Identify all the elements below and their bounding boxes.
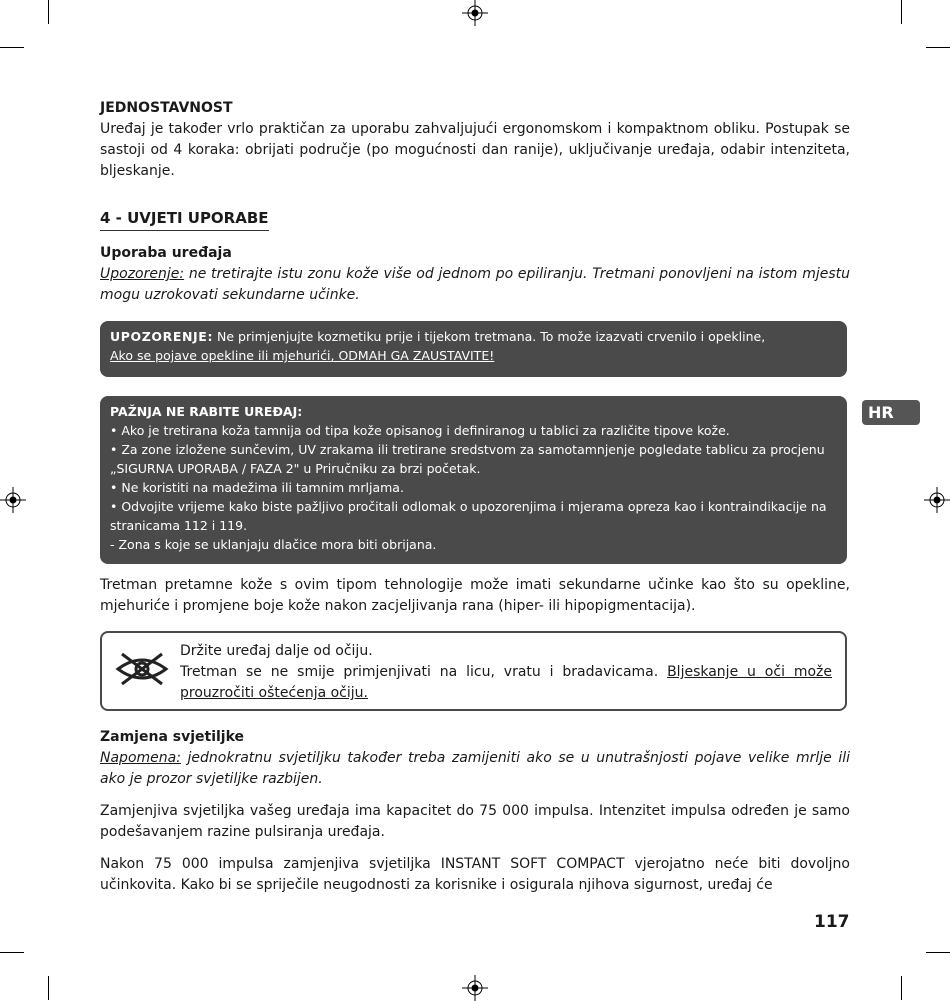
section-title: 4 - UVJETI UPORABE [100,209,269,231]
alert-underlined: Ako se pojave opekline ili mjehurići, ODMAH GA ZAUSTAVITE! [110,348,495,363]
caution-box [100,396,847,564]
usage-warning-label: Upozorenje: [100,266,185,282]
alert-line [110,327,837,346]
crop-mark [48,976,49,1000]
alert-box [100,321,847,377]
crop-mark [0,47,24,48]
caution-item: • Za zone izložene sunčevim, UV zrakama ili tretirane sredstvom za samotamnjenje pogledate tablicu za procjenu „SIGURNA UPORABA / FAZA 2" u Priručniku za brzi početak. [110,442,825,476]
crop-mark [48,0,49,24]
language-tab: HR [862,400,920,425]
lamp-note-text: jednokratnu svjetiljku također treba zamijeniti ako se u unutrašnjosti pojave velike mrlje ili ako je prozor svjetiljke razbijen. [100,750,850,787]
eye-line1: Držite uređaj dalje od očiju. [180,643,373,659]
dark-skin-section [100,575,850,617]
crop-mark [901,0,902,24]
registration-mark-icon [462,0,488,26]
caution-item: - Zona s koje se uklanjaju dlačice mora biti obrijana. [110,537,437,552]
alert-label: UPOZORENJE: [110,329,214,344]
usage-warning [100,264,850,306]
usage-section [100,243,850,306]
eye-line2: Tretman se ne smije primjenjivati na licu, vratu i bradavicama. Bljeskanje u oči može prouzročiti oštećenja očiju. [180,664,832,701]
simplicity-section [100,98,850,182]
lamp-note [100,748,850,790]
registration-mark-icon [924,487,950,513]
crop-mark [0,952,24,953]
eye-underlined: Bljeskanje u oči može prouzročiti oštećenja očiju. [180,664,832,701]
crop-mark [926,952,950,953]
lamp-para1: Zamjenjiva svjetiljka vašeg uređaja ima kapacitet do 75 000 impulsa. Intenzitet impulsa određen je samo podešavanjem razine pulsiranja uređaja. [100,803,850,840]
crop-mark [926,47,950,48]
caution-item: • Ne koristiti na madežima ili tamnim mrljama. [110,480,404,495]
caution-item: • Odvojite vrijeme kako biste pažljivo pročitali odlomak o upozorenjima i mjerama opreza kao i kontraindikacije na stranicama 112 i 119. [110,499,827,533]
simplicity-body: Uređaj je također vrlo praktičan za uporabu zahvaljujući ergonomskom i kompaktnom obliku. Postupak se sastoji od 4 koraka: obrijati područje (po mogućnosti dan ranije), uključivanje uređaja, odabir intenziteta, bljeskanje. [100,121,850,179]
usage-warning-text: ne tretirajte istu zonu kože više od jednom po epiliranju. Tretmani ponovljeni na istom mjestu mogu uzrokovati sekundarne učinke. [100,266,850,303]
crop-mark [901,976,902,1000]
lamp-para2: Nakon 75 000 impulsa zamjenjiva svjetiljka INSTANT SOFT COMPACT vjerojatno neće biti dovoljno učinkovita. Kako bi se spriječile neugodnosti za korisnike i osigurala njihova sigurnost, uređaj će [100,856,850,893]
dark-skin-text: Tretman pretamne kože s ovim tipom tehnologije može imati sekundarne učinke kao što su opekline, mjehuriće i promjene boje kože nakon zacjeljivanja rana (hiper- ili hipopigmentacija). [100,577,850,614]
caution-label: PAŽNJA NE RABITE UREĐAJ: [110,404,303,419]
lamp-note-label: Napomena: [100,750,181,766]
lamp-section [100,727,850,896]
caution-item: • Ako je tretirana koža tamnija od tipa kože opisanog i definiranog u tablici za različite tipove kože. [110,423,730,438]
eye-warning-text [180,641,832,704]
eye-warning-box [100,631,847,711]
lamp-heading: Zamjena svjetiljke [100,729,245,745]
page-number: 117 [814,912,850,932]
alert-text: Ne primjenjujte kozmetiku prije i tijekom tretmana. To može izazvati crvenilo i opekline, [213,329,766,344]
registration-mark-icon [0,487,26,513]
simplicity-heading: JEDNOSTAVNOST [100,100,233,116]
usage-heading: Uporaba uređaja [100,245,232,261]
registration-mark-icon [462,975,488,1001]
no-eye-icon [114,651,170,687]
